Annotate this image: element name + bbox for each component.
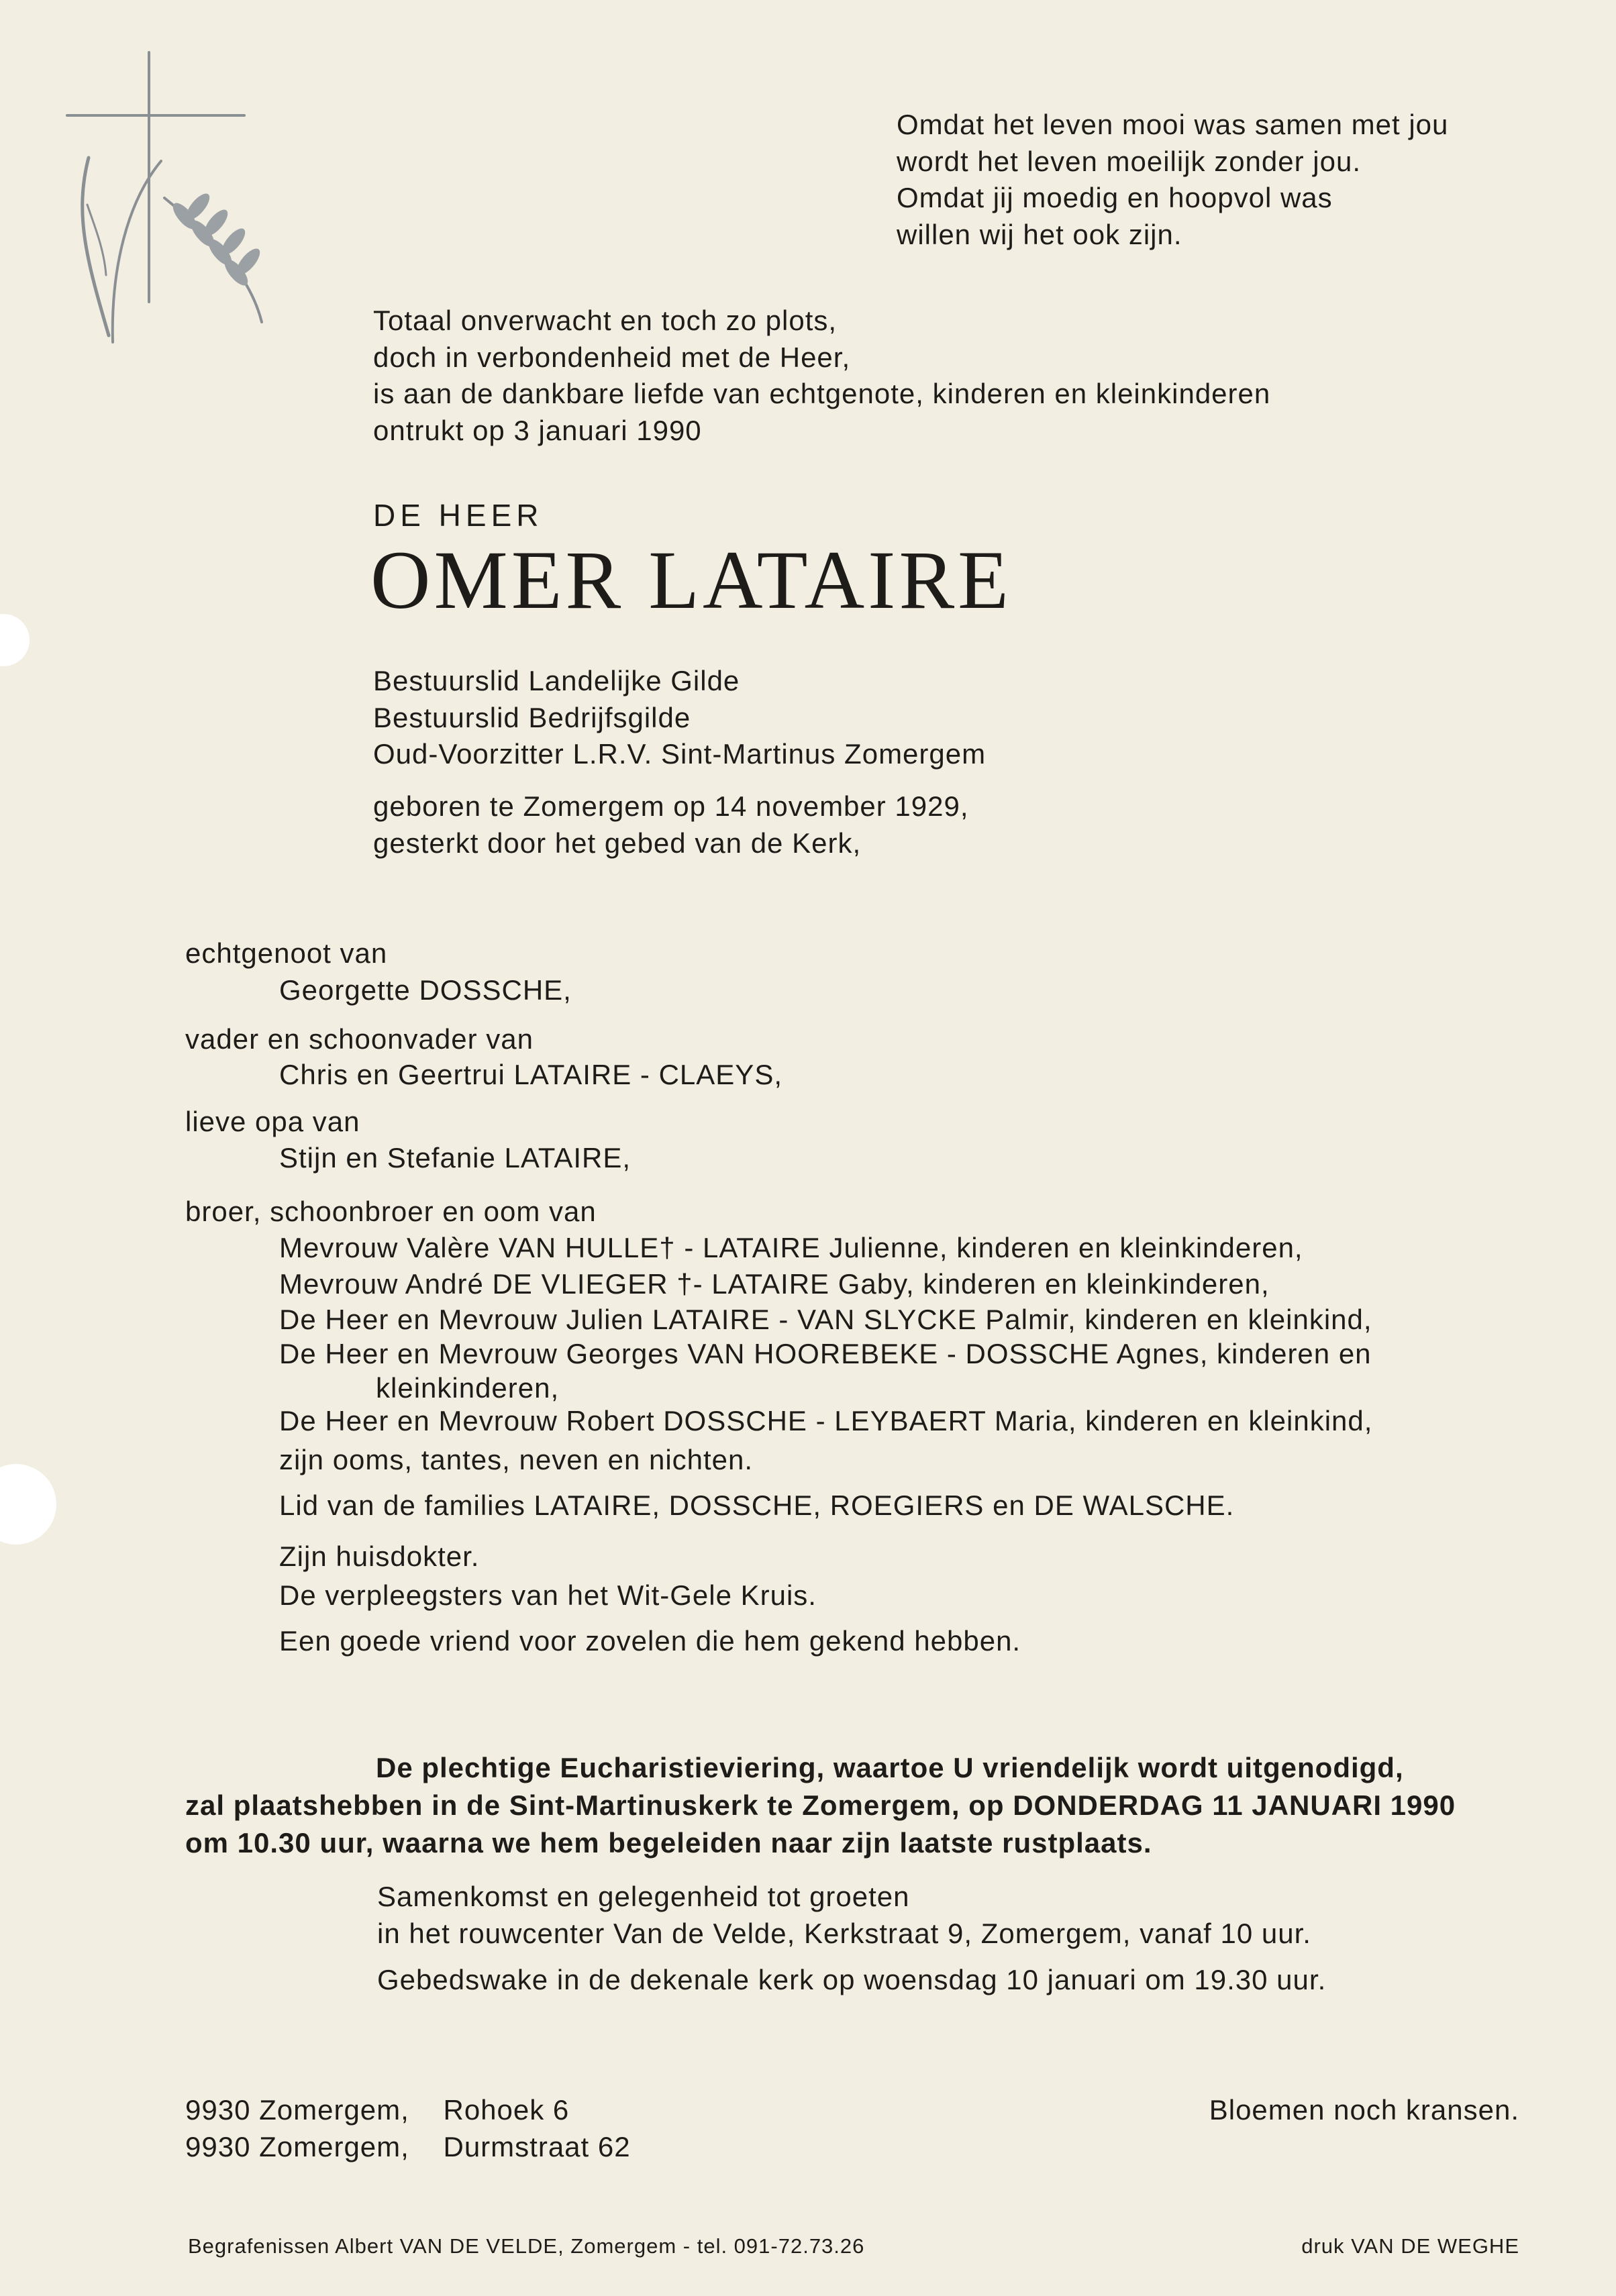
intro-line: ontrukt op 3 januari 1990 [373,414,702,446]
sibling-continuation: kleinkinderen, [376,1372,560,1404]
ceremony-line: om 10.30 uur, waarna we hem begeleiden naar zijn laatste rustplaats. [185,1827,1152,1859]
intro-line: is aan de dankbare liefde van echtgenote, kinderen en kleinkinderen [373,378,1271,409]
sibling-line: Mevrouw Valère VAN HULLE† - LATAIRE Julienne, kinderen en kleinkinderen, [279,1232,1303,1263]
function-line: Bestuurslid Bedrijfsgilde [373,701,691,733]
ceremony-line: De plechtige Eucharistieviering, waartoe U vriendelijk wordt uitgenodigd, [376,1752,1404,1783]
grandpa-label: lieve opa van [185,1106,360,1137]
sibling-line: De Heer en Mevrouw Georges VAN HOOREBEKE - DOSSCHE Agnes, kinderen en [279,1338,1372,1369]
function-line: Bestuurslid Landelijke Gilde [373,665,740,696]
poem-line: Omdat jij moedig en hoopvol was [897,182,1333,213]
ceremony-line: zal plaatshebben in de Sint-Martinuskerk te Zomergem, op DONDERDAG 11 JANUARI 1990 [185,1789,1456,1821]
address-line: 9930 Zomergem, Rohoek 6 [185,2094,570,2126]
poem-line: willen wij het ook zijn. [897,218,1182,250]
sibling-line: Mevrouw André DE VLIEGER †- LATAIRE Gaby, kinderen en kleinkinderen, [279,1268,1270,1300]
birth-details [373,788,969,862]
address-line: 9930 Zomergem, Durmstraat 62 [185,2130,631,2162]
meeting-details [377,1879,1311,1952]
deceased-functions [373,663,986,773]
meeting-line: in het rouwcenter Van de Velde, Kerkstraat 9, Zomergem, vanaf 10 uur. [377,1917,1311,1949]
poem [897,107,1448,253]
punch-hole-bottom [0,1464,56,1545]
poem-line: wordt het leven moeilijk zonder jou. [897,145,1362,177]
birth-line: gesterkt door het gebed van de Kerk, [373,827,862,859]
poem-line: Omdat het leven mooi was samen met jou [897,109,1449,140]
printer-credit: druk VAN DE WEGHE [1301,2234,1519,2258]
father-label: vader en schoonvader van [185,1023,534,1055]
name-prefix: DE HEER [373,498,544,533]
siblings-label: broer, schoonbroer en oom van [185,1196,597,1227]
spouse-name: Georgette DOSSCHE, [279,974,572,1006]
spouse-label: echtgenoot van [185,937,388,969]
intro-line: doch in verbondenheid met de Heer, [373,341,851,373]
funeral-home: Begrafenissen Albert VAN DE VELDE, Zomergem - tel. 091-72.73.26 [188,2234,865,2258]
announcement-intro [373,303,1270,449]
wake-line: Gebedswake in de dekenale kerk op woensdag 10 januari om 19.30 uur. [377,1964,1327,1995]
cross-with-wheat-icon [47,47,275,396]
doctor-line: Zijn huisdokter. [279,1541,480,1572]
addresses [185,2092,631,2165]
deceased-name: OMER LATAIRE [370,534,1012,626]
birth-line: geboren te Zomergem op 14 november 1929, [373,790,969,822]
nurses-line: De verpleegsters van het Wit-Gele Kruis. [279,1579,817,1611]
relatives-line: zijn ooms, tantes, neven en nichten. [279,1444,754,1475]
sibling-line: De Heer en Mevrouw Julien LATAIRE - VAN SLYCKE Palmir, kinderen en kleinkind, [279,1304,1372,1335]
grandchildren-names: Stijn en Stefanie LATAIRE, [279,1142,632,1173]
meeting-line: Samenkomst en gelegenheid tot groeten [377,1881,910,1912]
punch-hole-top [0,614,30,666]
intro-line: Totaal onverwacht en toch zo plots, [373,305,838,336]
children-names: Chris en Geertrui LATAIRE - CLAEYS, [279,1059,783,1090]
sibling-line: De Heer en Mevrouw Robert DOSSCHE - LEYBAERT Maria, kinderen en kleinkind, [279,1405,1373,1437]
flowers-note: Bloemen noch kransen. [1209,2094,1519,2126]
friend-line: Een goede vriend voor zovelen die hem gekend hebben. [279,1625,1021,1657]
function-line: Oud-Voorzitter L.R.V. Sint-Martinus Zomergem [373,738,987,770]
families-line: Lid van de families LATAIRE, DOSSCHE, ROEGIERS en DE WALSCHE. [279,1490,1235,1521]
